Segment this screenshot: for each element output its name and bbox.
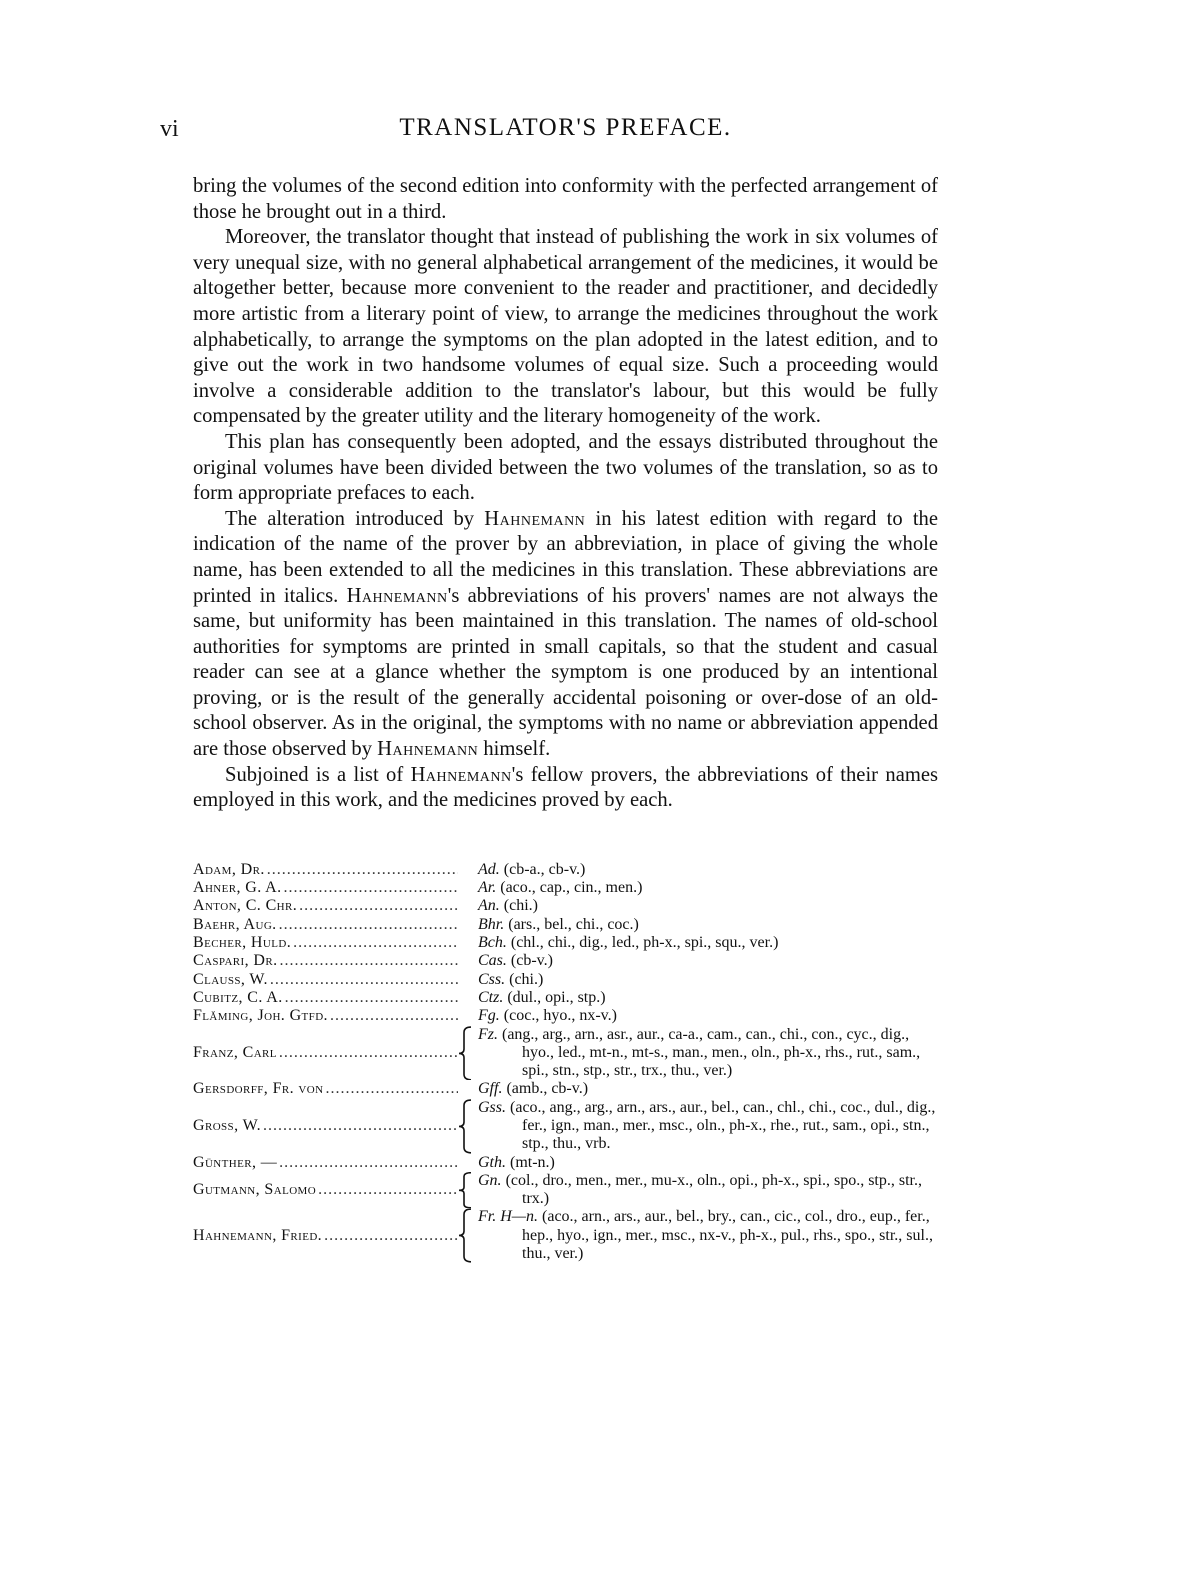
prover-name-cell [193, 1172, 458, 1209]
prover-name-cell [193, 989, 458, 1007]
running-title: TRANSLATOR'S PREFACE. [399, 114, 732, 141]
text-run: The alteration introduced by [225, 507, 485, 530]
prover-name: Cubitz, C. A. [193, 988, 283, 1006]
text-run: 's fellow provers, the abbreviations of their names employed in this work, and the medicines proved by each. [193, 763, 939, 812]
prover-info [474, 934, 938, 952]
medicines-list: (col., dro., men., mer., mu-x., oln., opi., ph-x., spi., spo., stp., str., trx.) [505, 1171, 922, 1208]
brace-spacer [458, 934, 474, 952]
brace-spacer [458, 1007, 474, 1025]
brace-spacer [458, 1080, 474, 1098]
text-run: in his latest edition with regard to the indication of the name of the prover by an abbreviation, in place of giving the whole name, has been extended to all the medicines in this translation. These abbreviations are printed in italics. [193, 507, 938, 607]
prover-name: Gross, W. [193, 1117, 262, 1134]
prover-abbreviation: Gn. [478, 1171, 502, 1189]
text-run: This plan has consequently been adopted, and the essays distributed throughout the original volumes have been divided between the two volumes of the translation, so as to form appropriate prefaces to each. [193, 430, 938, 505]
provers-list [193, 861, 938, 1264]
prover-info [474, 1026, 938, 1081]
brace-icon [458, 1208, 474, 1263]
prover-name-cell [193, 952, 458, 970]
prover-name-cell [193, 1099, 458, 1154]
brace-icon [458, 1172, 474, 1209]
prover-name: Adam, Dr. [193, 860, 265, 878]
prover-name-cell [193, 1208, 458, 1263]
prover-name-cell [193, 971, 458, 989]
medicines-list: (aco., cap., cin., men.) [500, 879, 643, 897]
paragraph [193, 225, 938, 430]
medicines-list: (ars., bel., chi., coc.) [508, 915, 639, 933]
prover-abbreviation: Css. [478, 970, 506, 988]
prover-info [474, 1154, 938, 1172]
prover-name-cell [193, 1007, 458, 1025]
prover-info [474, 916, 938, 934]
prover-abbreviation: Bhr. [478, 915, 505, 933]
prover-abbreviation: Gff. [478, 1080, 503, 1098]
text-run: himself. [478, 738, 551, 761]
leader-dots [285, 989, 458, 1007]
leader-dots [279, 1044, 458, 1062]
prover-abbreviation: Gss. [478, 1098, 507, 1116]
prover-name: Caspari, Dr. [193, 952, 278, 970]
brace-spacer [458, 971, 474, 989]
leader-dots [299, 897, 458, 915]
medicines-list: (cb-v.) [510, 952, 553, 970]
brace-icon [458, 1099, 474, 1154]
prover-row [193, 934, 938, 952]
prover-name: Günther, — [193, 1153, 278, 1171]
brace-spacer [458, 989, 474, 1007]
prover-name-cell [193, 897, 458, 915]
prover-info [474, 1172, 938, 1209]
prover-row [193, 952, 938, 970]
brace-spacer [458, 952, 474, 970]
medicines-list: (coc., hyo., nx-v.) [503, 1007, 617, 1025]
page-number: vi [160, 116, 179, 142]
prover-name: Gersdorff, Fr. von [193, 1080, 324, 1098]
prover-row [193, 861, 938, 879]
leader-dots [293, 934, 458, 952]
prover-row [193, 989, 938, 1007]
prover-info [474, 879, 938, 897]
text-run: Moreover, the translator thought that instead of publishing the work in six volumes of very unequal size, with no general alphabetical arrangement of the medicines, it would be altogether better, because more convenient to the reader and practitioner, and decidedly more artistic from a literary point of view, to arrange the medicines throughout the work alphabetically, to arrange the symptoms on the plan adopted in the latest edition, and to give out the work in two handsome volumes of equal size. Such a proceeding would involve a considerable addition to the translator's labour, but this would be fully compensated by the greater utility and the literary homogeneity of the work. [193, 226, 938, 428]
prover-info [474, 952, 938, 970]
leader-dots [330, 1007, 458, 1025]
prover-info [474, 1208, 938, 1263]
author-name: Hahnemann [346, 584, 448, 607]
prover-row [193, 971, 938, 989]
leader-dots [324, 1227, 458, 1245]
leader-dots [318, 1181, 458, 1199]
prover-name-cell [193, 1026, 458, 1081]
prover-name: Flăming, Joh. Gtfd. [193, 1007, 328, 1025]
medicines-list: (dul., opi., stp.) [507, 988, 606, 1006]
brace-spacer [458, 879, 474, 897]
prover-name: Ahner, G. A. [193, 879, 282, 897]
prover-name: Anton, C. Chr. [193, 897, 298, 915]
prover-name: Gutmann, Salomo [193, 1181, 317, 1199]
prover-row [193, 1007, 938, 1025]
prover-abbreviation: Cas. [478, 952, 507, 970]
medicines-list: (cb-a., cb-v.) [503, 860, 586, 878]
prover-row [193, 897, 938, 915]
medicines-list: (mt-n.) [510, 1153, 555, 1171]
prover-abbreviation: Fg. [478, 1007, 500, 1025]
prover-abbreviation: Ar. [478, 879, 497, 897]
prover-row [193, 1154, 938, 1172]
prover-row [193, 879, 938, 897]
medicines-list: (chi.) [509, 970, 544, 988]
prover-abbreviation: Fr. H—n. [478, 1208, 539, 1226]
prover-name: Becher, Huld. [193, 934, 292, 952]
prover-name-cell [193, 1154, 458, 1172]
page-header [160, 112, 938, 152]
prover-info [474, 861, 938, 879]
prover-abbreviation: Bch. [478, 934, 507, 952]
medicines-list: (chi.) [503, 897, 538, 915]
medicines-list: (ang., arg., arn., asr., aur., ca-a., cam., can., chi., con., cyc., dig., hyo., led., mt-n., mt-s., man., men., oln., ph-x., rhs., rut., sam., spi., stn., stp., str., trx., thu., ver.) [502, 1025, 921, 1080]
prover-name: Hahnemann, Fried. [193, 1226, 323, 1244]
leader-dots [279, 916, 458, 934]
prover-name: Baehr, Aug. [193, 915, 277, 933]
leader-dots [279, 952, 458, 970]
prover-row [193, 1208, 938, 1263]
paragraph [193, 174, 938, 225]
prover-info [474, 971, 938, 989]
text-run: Subjoined is a list of [225, 763, 411, 786]
prover-info [474, 989, 938, 1007]
prover-name-cell [193, 1080, 458, 1098]
brace-spacer [458, 861, 474, 879]
prover-info [474, 1099, 938, 1154]
prover-info [474, 1080, 938, 1098]
prover-name-cell [193, 934, 458, 952]
prover-row [193, 1172, 938, 1209]
text-run: 's abbreviations of his provers' names are not always the same, but uniformity has been maintained in this translation. The names of old-school authorities for symptoms are printed in small capitals, so that the student and casual reader can see at a glance whether the symptom is one produced by an intentional proving, or is the result of the generally accidental poisoning or over-dose of an old-school observer. As in the original, the symptoms with no name or abbreviation appended are those observed by [193, 584, 938, 761]
prover-row [193, 916, 938, 934]
leader-dots [279, 1154, 458, 1172]
medicines-list: (chl., chi., dig., led., ph-x., spi., squ., ver.) [510, 934, 779, 952]
leader-dots [270, 971, 458, 989]
paragraph [193, 507, 938, 763]
medicines-list: (aco., ang., arg., arn., ars., aur., bel., can., chl., chi., coc., dul., dig., fer., ign., man., mer., msc., oln., ph-x., rhe., rut., sam., opi., stn., stp., thu., vrb. [510, 1098, 936, 1153]
medicines-list: (aco., arn., ars., aur., bel., bry., can., cic., col., dro., eup., fer., hep., hyo., ign., mer., msc., nx-v., ph-x., pul., rhs., spo., str., sul., thu., ver.) [522, 1208, 933, 1263]
author-name: Hahnemann [377, 738, 479, 761]
preface-text [193, 174, 938, 814]
prover-name-cell [193, 916, 458, 934]
brace-icon [458, 1026, 474, 1081]
leader-dots [263, 1117, 458, 1135]
page [160, 112, 939, 1263]
prover-name-cell [193, 879, 458, 897]
prover-abbreviation: Ctz. [478, 988, 504, 1006]
prover-abbreviation: Fz. [478, 1025, 498, 1043]
leader-dots [325, 1080, 458, 1098]
leader-dots [267, 861, 458, 879]
prover-row [193, 1080, 938, 1098]
medicines-list: (amb., cb-v.) [506, 1080, 589, 1098]
prover-info [474, 897, 938, 915]
prover-name-cell [193, 861, 458, 879]
paragraph [193, 430, 938, 507]
prover-row [193, 1099, 938, 1154]
leader-dots [284, 879, 458, 897]
prover-row [193, 1026, 938, 1081]
prover-name: Franz, Carl [193, 1043, 277, 1061]
brace-spacer [458, 916, 474, 934]
brace-spacer [458, 1154, 474, 1172]
prover-info [474, 1007, 938, 1025]
author-name: Hahnemann [484, 507, 586, 530]
prover-name: Clauss, W. [193, 970, 268, 988]
prover-abbreviation: Gth. [478, 1153, 506, 1171]
text-run: bring the volumes of the second edition into conformity with the perfected arrangement of those he brought out in a third. [193, 175, 938, 223]
prover-abbreviation: An. [478, 897, 500, 915]
prover-abbreviation: Ad. [478, 860, 500, 878]
paragraph [193, 763, 938, 814]
brace-spacer [458, 897, 474, 915]
author-name: Hahnemann [410, 763, 512, 786]
